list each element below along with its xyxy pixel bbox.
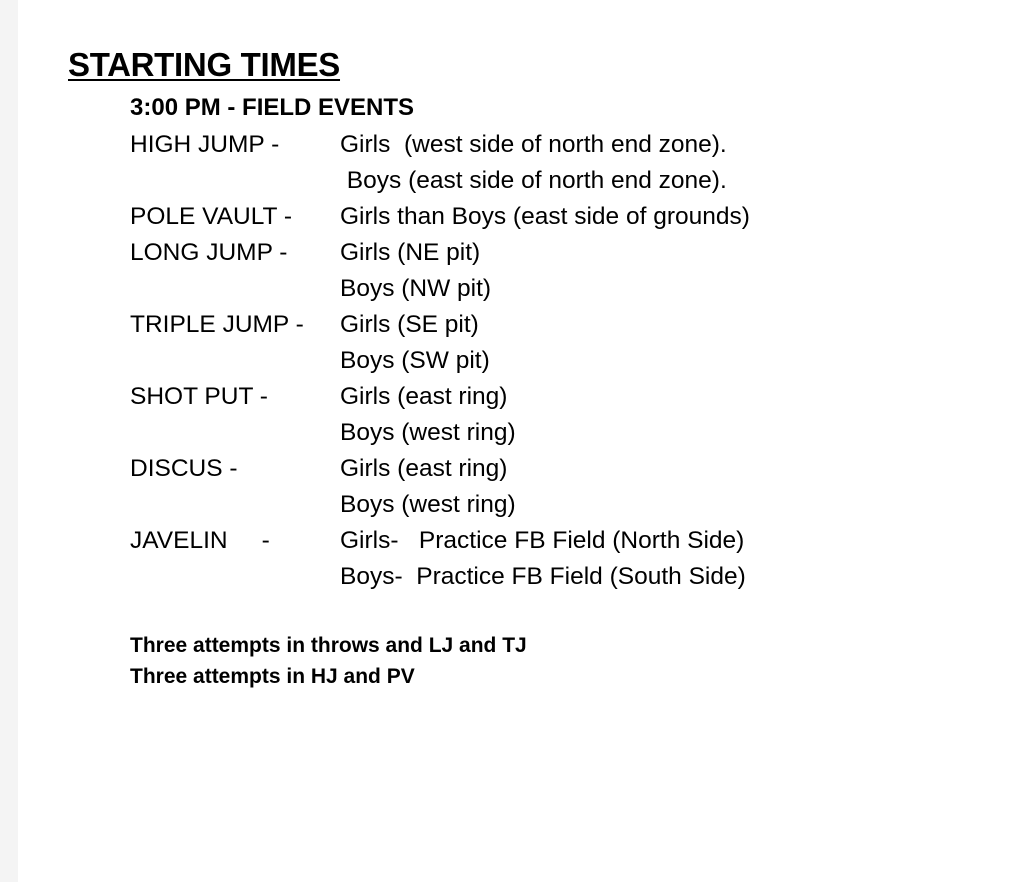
event-triple-jump	[130, 307, 830, 379]
document-page	[18, 0, 1024, 882]
section-heading: 3:00 PM - FIELD EVENTS	[130, 94, 415, 121]
event-location: Girls than Boys (east side of grounds)	[340, 203, 750, 230]
event-line	[130, 163, 830, 199]
event-line	[130, 415, 830, 451]
event-line	[130, 559, 830, 595]
event-location: Girls- Practice FB Field (North Side)	[340, 527, 745, 554]
event-line	[130, 379, 830, 415]
event-shot-put	[130, 379, 830, 451]
event-line	[130, 127, 830, 163]
event-name: SHOT PUT -	[130, 383, 268, 410]
event-long-jump	[130, 235, 830, 307]
event-name: POLE VAULT -	[130, 203, 293, 230]
event-location: Boys (east side of north end zone).	[340, 167, 727, 194]
event-location: Girls (west side of north end zone).	[340, 131, 727, 158]
event-location: Boys- Practice FB Field (South Side)	[340, 563, 746, 590]
event-location: Boys (NW pit)	[340, 275, 492, 302]
event-location: Girls (east ring)	[340, 455, 508, 482]
note-throws-jumps: Three attempts in throws and LJ and TJ	[130, 634, 527, 657]
document-title: STARTING TIMES	[68, 46, 341, 83]
event-pole-vault	[130, 199, 830, 235]
event-location: Girls (NE pit)	[340, 239, 481, 266]
event-line	[130, 235, 830, 271]
event-line	[130, 271, 830, 307]
event-location: Girls (east ring)	[340, 383, 508, 410]
field-events-list	[130, 127, 830, 595]
event-line	[130, 199, 830, 235]
event-name: HIGH JUMP -	[130, 131, 280, 158]
event-name: TRIPLE JUMP -	[130, 311, 304, 338]
event-name-spacer	[130, 559, 340, 595]
event-location: Boys (west ring)	[340, 491, 516, 518]
event-line	[130, 343, 830, 379]
event-discus	[130, 451, 830, 523]
note-hj-pv: Three attempts in HJ and PV	[130, 665, 415, 688]
event-line	[130, 451, 830, 487]
event-location: Boys (SW pit)	[340, 347, 490, 374]
event-name: LONG JUMP -	[130, 239, 288, 266]
attempts-notes	[130, 630, 527, 692]
event-line	[130, 523, 830, 559]
event-javelin	[130, 523, 830, 595]
event-name-spacer	[130, 343, 340, 379]
event-name-spacer	[130, 487, 340, 523]
event-name: JAVELIN -	[130, 527, 270, 554]
event-name-spacer	[130, 163, 340, 199]
event-line	[130, 487, 830, 523]
event-location: Boys (west ring)	[340, 419, 516, 446]
event-name-spacer	[130, 415, 340, 451]
event-location: Girls (SE pit)	[340, 311, 479, 338]
event-line	[130, 307, 830, 343]
event-name-spacer	[130, 271, 340, 307]
event-high-jump	[130, 127, 830, 199]
event-name: DISCUS -	[130, 455, 238, 482]
